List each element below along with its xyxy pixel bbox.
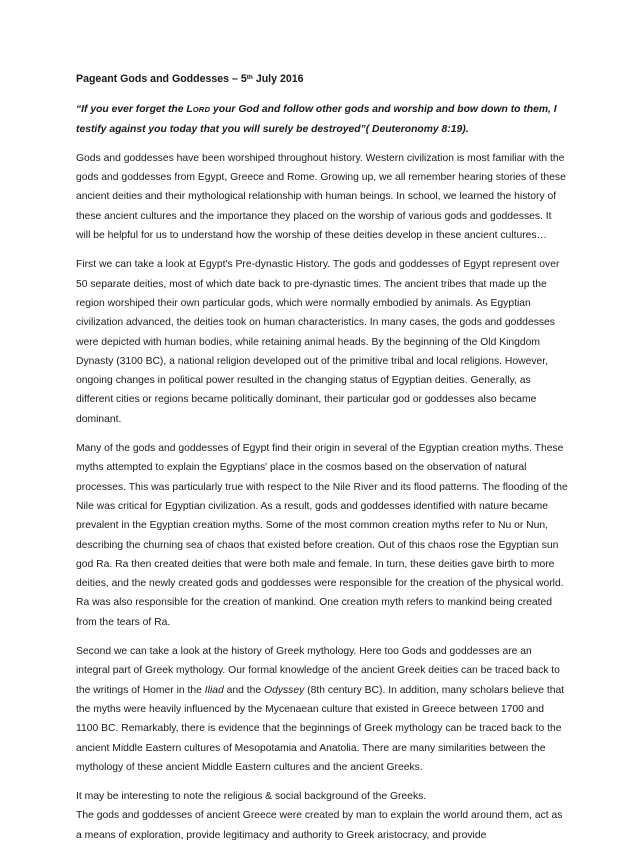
paragraph-intro: Gods and goddesses have been worshiped throughout history. Western civilization is most familiar with the gods and goddesses from Egypt, Greece and Rome. Growing up, we all remember hearing stories of these ancient deities and their mythological relationship with human beings. In school, we learned the history of these ancient cultures and the importance they placed on the worship of various gods and goddesses. It will be helpful for us to understand how the worship of these deities develop in these ancient cultures…	[76, 152, 566, 242]
title-date-tail: July 2016	[252, 73, 304, 85]
greek-text-c: (8th century BC). In addition, many scholars believe that the myths were heavily influenced by the Mycenaean culture that existed in Greece between 1700 and 1100 BC. Remarkably, there is evidence that the beginnings of Greek mythology can be traced back to the ancient Middle Eastern cultures of Mesopotamia and Anatolia. There are many similarities between the mythology of these ancient Middle Eastern cultures and the ancient Greeks.	[76, 684, 565, 773]
quote-lord-initial: L	[186, 104, 193, 116]
greek-text-b: and the	[223, 684, 265, 696]
iliad-title: Iliad	[204, 684, 224, 696]
document-title	[76, 70, 568, 89]
quote-lord-smallcaps: ORD	[192, 105, 211, 115]
paragraph-greek-background-note: It may be interesting to note the religious & social background of the Greeks.	[76, 791, 427, 803]
title-ordinal-suffix: th	[246, 74, 253, 81]
paragraph-egypt-creation-myths: Many of the gods and goddesses of Egypt find their origin in several of the Egyptian creation myths. These myths attempted to explain the Egyptians' place in the cosmos based on the observation of natural processes. This was particularly true with respect to the Nile River and its flood patterns. The flooding of the Nile was critical for Egyptian civilization. As a result, gods and goddesses identified with nature became prevalent in the Egyptian creation myths. Some of the most common creation myths refer to Nu or Nun, describing the churning sea of chaos that existed before creation. Out of this chaos rose the Egyptian sun god Ra. Ra then created deities that were both male and female. In turn, these deities gave birth to more deities, and the newly created gods and goddesses were responsible for the creation of the physical world. Ra was also responsible for the creation of mankind. One creation myth refers to mankind being created from the tears of Ra.	[76, 443, 568, 628]
document-body	[76, 70, 568, 845]
odyssey-title: Odyssey	[264, 684, 305, 696]
quote-part-1: “If you ever forget the	[76, 104, 187, 116]
title-text: Pageant Gods and Goddesses – 5	[76, 73, 247, 85]
quote-part-2: your God and follow other gods and worship and bow down to them, I testify against you today that you will surely be destroyed”( Deuteronomy 8:19).	[76, 104, 557, 135]
paragraph-greek-mythology	[76, 642, 568, 777]
paragraph-greek-gods-purpose: The gods and goddesses of ancient Greece were created by man to explain the world around them, act as a means of exploration, provide legitimacy and authority to Greek aristocracy, and provide	[76, 810, 563, 841]
scripture-quote	[76, 100, 568, 139]
greek-text-a: Second we can take a look at the history of Greek mythology. Here too Gods and goddesses are an integral part of Greek mythology. Our formal knowledge of the ancient Greek deities can be traced back to the writings of Homer in the	[76, 646, 560, 696]
paragraph-egypt-history: First we can take a look at Egypt's Pre-dynastic History. The gods and goddesses of Egypt represent over 50 separate deities, most of which date back to pre-dynastic times. The ancient tribes that made up the region worshiped their own particular gods, which were normally embodied by animals. As Egyptian civilization advanced, the deities took on human characteristics. In many cases, the gods and goddesses were depicted with human bodies, while retaining animal heads. By the beginning of the Old Kingdom Dynasty (3100 BC), a national religion developed out of the primitive tribal and local religions. However, ongoing changes in political power resulted in the changing status of Egyptian deities. Generally, as different cities or regions became politically dominant, their particular god or goddesses also became dominant.	[76, 259, 560, 425]
